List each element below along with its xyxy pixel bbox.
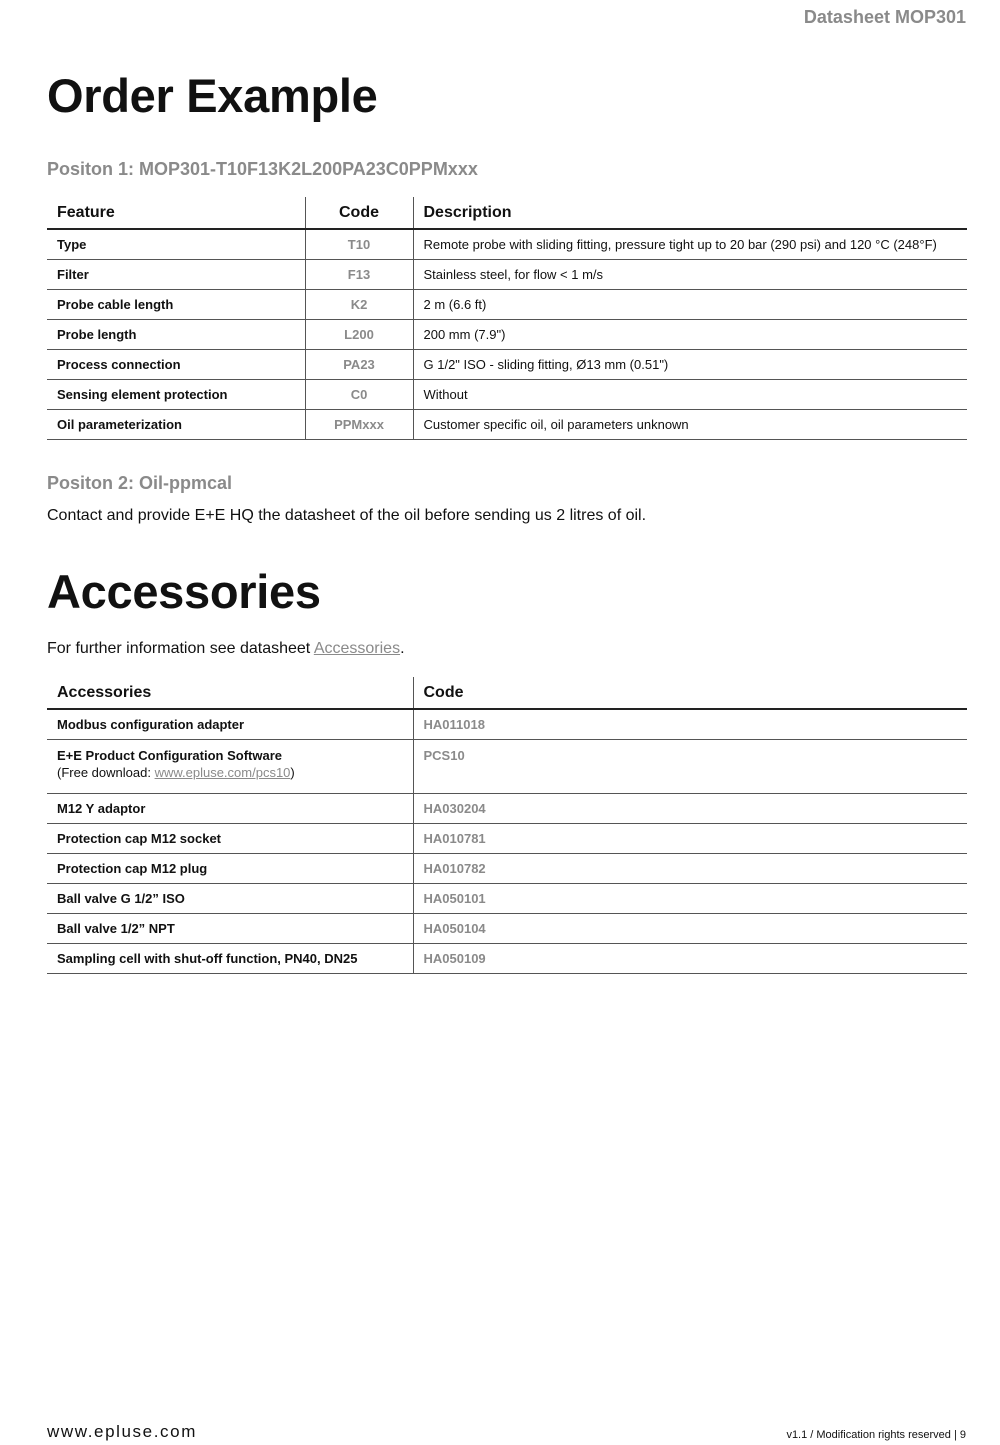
order-code-table: [47, 197, 967, 440]
accessory-name-cell: Protection cap M12 socket: [47, 824, 413, 854]
table-row: [47, 709, 967, 740]
position-2-description: Contact and provide E+E HQ the datasheet of the oil before sending us 2 litres of oil.: [47, 507, 647, 524]
accessories-intro-text: For further information see datasheet: [47, 640, 314, 657]
feature-cell: Type: [47, 229, 305, 260]
table-row: [47, 824, 967, 854]
footer-website: www.epluse.com: [47, 1422, 197, 1441]
position-1-heading: Positon 1: MOP301-T10F13K2L200PA23C0PPMxxx: [47, 159, 478, 179]
accessory-name: E+E Product Configuration Software: [57, 748, 282, 763]
table-row: [47, 380, 967, 410]
code-cell: T10: [305, 229, 413, 260]
column-header-description: Description: [413, 197, 967, 229]
table-header-row: [47, 677, 967, 709]
column-header-code: Code: [413, 677, 967, 709]
table-row: [47, 740, 967, 794]
column-header-accessories: Accessories: [47, 677, 413, 709]
column-header-feature: Feature: [47, 197, 305, 229]
accessory-name-cell: [47, 740, 413, 794]
table-row: [47, 914, 967, 944]
table-row: [47, 229, 967, 260]
code-cell: L200: [305, 320, 413, 350]
pcs10-download-link[interactable]: www.epluse.com/pcs10: [154, 765, 291, 780]
accessory-code-cell: HA010782: [413, 854, 967, 884]
accessories-intro: [47, 640, 405, 658]
accessory-name-cell: Ball valve G 1/2” ISO: [47, 884, 413, 914]
accessory-code-cell: HA010781: [413, 824, 967, 854]
description-cell: G 1/2" ISO - sliding fitting, Ø13 mm (0.51"): [413, 350, 967, 380]
feature-cell: Filter: [47, 260, 305, 290]
table-row: [47, 290, 967, 320]
accessory-name-cell: Ball valve 1/2” NPT: [47, 914, 413, 944]
feature-cell: Probe cable length: [47, 290, 305, 320]
code-cell: F13: [305, 260, 413, 290]
accessory-name-cell: M12 Y adaptor: [47, 794, 413, 824]
feature-cell: Process connection: [47, 350, 305, 380]
accessory-name-cell: Protection cap M12 plug: [47, 854, 413, 884]
accessory-code-cell: HA050109: [413, 944, 967, 974]
code-cell: K2: [305, 290, 413, 320]
accessory-code-cell: HA050101: [413, 884, 967, 914]
table-row: [47, 854, 967, 884]
table-row: [47, 320, 967, 350]
table-row: [47, 794, 967, 824]
table-row: [47, 410, 967, 440]
free-download-close: ): [290, 765, 295, 780]
accessory-code-cell: HA011018: [413, 709, 967, 740]
order-example-title: Order Example: [47, 69, 378, 122]
footer-version-page: v1.1 / Modification rights reserved | 9: [786, 1429, 966, 1441]
code-cell: PA23: [305, 350, 413, 380]
code-cell: PPMxxx: [305, 410, 413, 440]
accessory-code-cell: HA050104: [413, 914, 967, 944]
code-cell: C0: [305, 380, 413, 410]
table-row: [47, 260, 967, 290]
free-download-note: [57, 765, 403, 780]
accessories-table: [47, 677, 967, 974]
table-row: [47, 944, 967, 974]
description-cell: Without: [413, 380, 967, 410]
column-header-code: Code: [305, 197, 413, 229]
description-cell: Customer specific oil, oil parameters unknown: [413, 410, 967, 440]
accessories-intro-period: .: [400, 640, 405, 657]
accessories-title: Accessories: [47, 565, 321, 618]
feature-cell: Probe length: [47, 320, 305, 350]
table-header-row: [47, 197, 967, 229]
description-cell: Remote probe with sliding fitting, pressure tight up to 20 bar (290 psi) and 120 °C (248°F): [413, 229, 967, 260]
document-header-title: Datasheet MOP301: [803, 7, 966, 27]
position-2-heading: Positon 2: Oil-ppmcal: [47, 473, 233, 493]
description-cell: 200 mm (7.9"): [413, 320, 967, 350]
table-row: [47, 884, 967, 914]
feature-cell: Sensing element protection: [47, 380, 305, 410]
accessory-code-cell: HA030204: [413, 794, 967, 824]
accessory-code-cell: PCS10: [413, 740, 967, 794]
accessory-name-cell: Sampling cell with shut-off function, PN40, DN25: [47, 944, 413, 974]
table-row: [47, 350, 967, 380]
accessories-datasheet-link[interactable]: Accessories: [313, 640, 401, 657]
free-download-label: (Free download:: [57, 765, 155, 780]
description-cell: Stainless steel, for flow < 1 m/s: [413, 260, 967, 290]
feature-cell: Oil parameterization: [47, 410, 305, 440]
description-cell: 2 m (6.6 ft): [413, 290, 967, 320]
accessory-name-cell: Modbus configuration adapter: [47, 709, 413, 740]
